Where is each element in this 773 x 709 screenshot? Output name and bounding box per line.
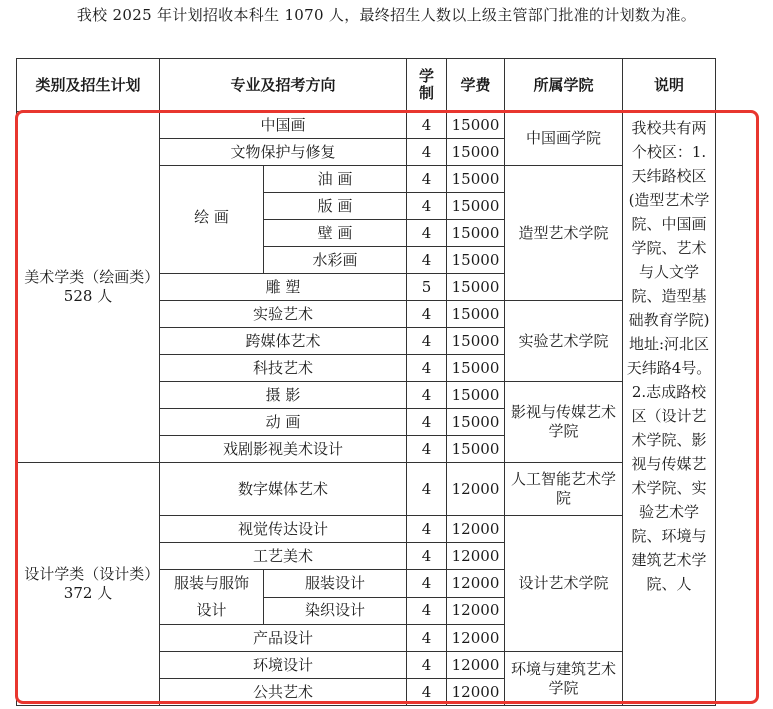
fee-cell: 12000	[447, 463, 505, 516]
major-cell: 公共艺术	[160, 679, 407, 706]
major-cell: 视觉传达设计	[160, 516, 407, 543]
table-header-row	[17, 59, 716, 112]
header-years: 学制	[407, 59, 447, 112]
years-cell: 4	[407, 463, 447, 516]
major-cell: 环境设计	[160, 652, 407, 679]
years-cell: 4	[407, 679, 447, 706]
table-row	[17, 112, 716, 139]
major-cell: 文物保护与修复	[160, 139, 407, 166]
major-cell: 动 画	[160, 409, 407, 436]
fee-cell: 15000	[447, 382, 505, 409]
fee-cell: 12000	[447, 543, 505, 570]
fee-cell: 12000	[447, 516, 505, 543]
college-cell: 人工智能艺术学院	[505, 463, 623, 516]
major-cell: 雕 塑	[160, 274, 407, 301]
note-cell	[623, 112, 716, 706]
group-painting: 绘 画	[160, 166, 264, 274]
group-fashion: 服装与服饰设计	[160, 570, 264, 625]
years-cell: 4	[407, 382, 447, 409]
college-cell: 环境与建筑艺术学院	[505, 652, 623, 706]
header-note: 说明	[623, 59, 716, 112]
major-cell: 中国画	[160, 112, 407, 139]
years-cell: 4	[407, 409, 447, 436]
college-cell: 实验艺术学院	[505, 301, 623, 382]
major-cell: 染织设计	[264, 597, 407, 625]
major-cell: 壁 画	[264, 220, 407, 247]
years-cell: 4	[407, 301, 447, 328]
category-design: 设计学类（设计类）372 人	[17, 463, 160, 706]
years-cell: 4	[407, 355, 447, 382]
years-cell: 4	[407, 193, 447, 220]
major-cell: 油 画	[264, 166, 407, 193]
fee-cell: 15000	[447, 247, 505, 274]
major-cell: 水彩画	[264, 247, 407, 274]
fee-cell: 12000	[447, 679, 505, 706]
header-category: 类别及招生计划	[17, 59, 160, 112]
category-fine-art: 美术学类（绘画类）528 人	[17, 112, 160, 463]
major-cell: 服装设计	[264, 570, 407, 598]
fee-cell: 15000	[447, 274, 505, 301]
table-row	[17, 463, 716, 516]
fee-cell: 15000	[447, 409, 505, 436]
years-cell: 4	[407, 436, 447, 463]
major-cell: 跨媒体艺术	[160, 328, 407, 355]
fee-cell: 12000	[447, 597, 505, 625]
major-cell: 工艺美术	[160, 543, 407, 570]
fee-cell: 15000	[447, 166, 505, 193]
major-cell: 实验艺术	[160, 301, 407, 328]
years-cell: 4	[407, 543, 447, 570]
years-cell: 4	[407, 570, 447, 598]
years-cell: 4	[407, 139, 447, 166]
intro-text: 我校 2025 年计划招收本科生 1070 人，最终招生人数以上级主管部门批准的计划数为准。	[76, 6, 697, 24]
fee-cell: 15000	[447, 301, 505, 328]
years-cell: 4	[407, 652, 447, 679]
years-cell: 4	[407, 247, 447, 274]
major-cell: 产品设计	[160, 625, 407, 652]
major-cell: 戏剧影视美术设计	[160, 436, 407, 463]
years-cell: 4	[407, 166, 447, 193]
fee-cell: 15000	[447, 139, 505, 166]
years-cell: 4	[407, 516, 447, 543]
fee-cell: 15000	[447, 112, 505, 139]
header-fee: 学费	[447, 59, 505, 112]
years-cell: 5	[407, 274, 447, 301]
fee-cell: 15000	[447, 355, 505, 382]
years-cell: 4	[407, 328, 447, 355]
college-cell: 影视与传媒艺术学院	[505, 382, 623, 463]
years-cell: 4	[407, 625, 447, 652]
fee-cell: 15000	[447, 328, 505, 355]
major-cell: 科技艺术	[160, 355, 407, 382]
college-cell: 设计艺术学院	[505, 516, 623, 652]
fee-cell: 15000	[447, 193, 505, 220]
enrollment-table	[16, 58, 716, 706]
years-cell: 4	[407, 220, 447, 247]
header-college: 所属学院	[505, 59, 623, 112]
major-cell: 版 画	[264, 193, 407, 220]
college-cell: 中国画学院	[505, 112, 623, 166]
college-cell: 造型艺术学院	[505, 166, 623, 301]
header-major: 专业及招考方向	[160, 59, 407, 112]
major-cell: 数字媒体艺术	[160, 463, 407, 516]
years-cell: 4	[407, 597, 447, 625]
fee-cell: 12000	[447, 570, 505, 598]
major-cell: 摄 影	[160, 382, 407, 409]
fee-cell: 12000	[447, 652, 505, 679]
fee-cell: 12000	[447, 625, 505, 652]
fee-cell: 15000	[447, 220, 505, 247]
fee-cell: 15000	[447, 436, 505, 463]
note-text: 我校共有两个校区：1.天纬路校区(造型艺术学院、中国画学院、艺术与人文学院、造型基础教育学院)地址:河北区天纬路4号。2.志成路校区（设计艺术学院、影视与传媒艺术学院、实验艺术学院、环境与建筑艺术学院、人	[626, 119, 712, 593]
years-cell: 4	[407, 112, 447, 139]
